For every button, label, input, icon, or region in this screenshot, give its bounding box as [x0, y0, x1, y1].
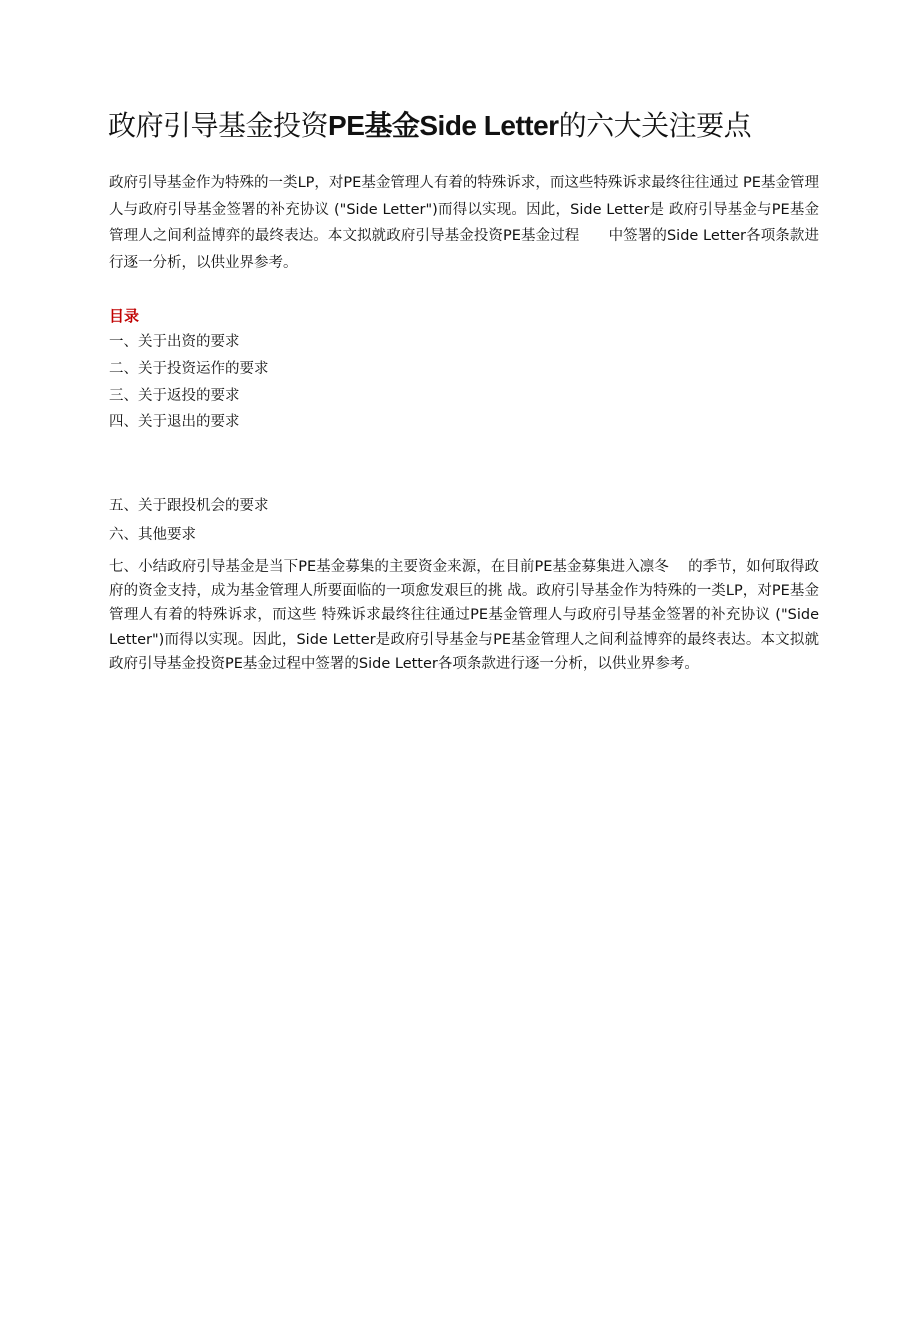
toc-item-4: 四、关于退出的要求	[109, 414, 240, 430]
toc-item-3: 三、关于返投的要求	[109, 388, 240, 404]
title-part-1: 政府引导基金投资	[108, 109, 329, 142]
title-part-2: PE基金Side Letter	[328, 110, 559, 141]
summary-paragraph: 七、小结政府引导基金是当下PE基金募集的主要资金来源，在目前PE基金募集进入凛冬 的季节，如何取得政府的资金支持，成为基金管理人所要面临的一项愈发艰巨的挑 战。政府引导基金作为特殊的一类LP，对PE基金管理人有着的特殊诉求，而这些 特殊诉求最终往往通过PE基金管理人与政府引导基金签署的补充协议 ("Side Letter")而得以实现。因此，Side Letter是政府引导基金与PE基金管理人之间利益博弈的最终表达。本文拟就政府引导基金投资PE基金过程中签署的Side Letter各项条款进行逐一分析，以供业界参考。	[109, 559, 819, 672]
toc-item-2: 二、关于投资运作的要求	[109, 361, 269, 377]
toc-item-1: 一、关于出资的要求	[109, 334, 240, 350]
toc-item-5: 五、关于跟投机会的要求	[109, 498, 269, 514]
intro-paragraph: 政府引导基金作为特殊的一类LP，对PE基金管理人有着的特殊诉求，而这些特殊诉求最终往往通过 PE基金管理人与政府引导基金签署的补充协议 ("Side Letter")而得以实现。因此，Side Letter是 政府引导基金与PE基金管理人之间利益博弈的最终表达。本文拟就政府引导基金投资PE基金过程 中签署的Side Letter各项条款进行逐一分析，以供业界参考。	[109, 175, 819, 271]
toc-heading: 目录	[109, 307, 140, 325]
title-part-3: 的六大关注要点	[558, 109, 752, 142]
document-title	[108, 104, 828, 148]
toc-item-6: 六、其他要求	[109, 527, 196, 543]
